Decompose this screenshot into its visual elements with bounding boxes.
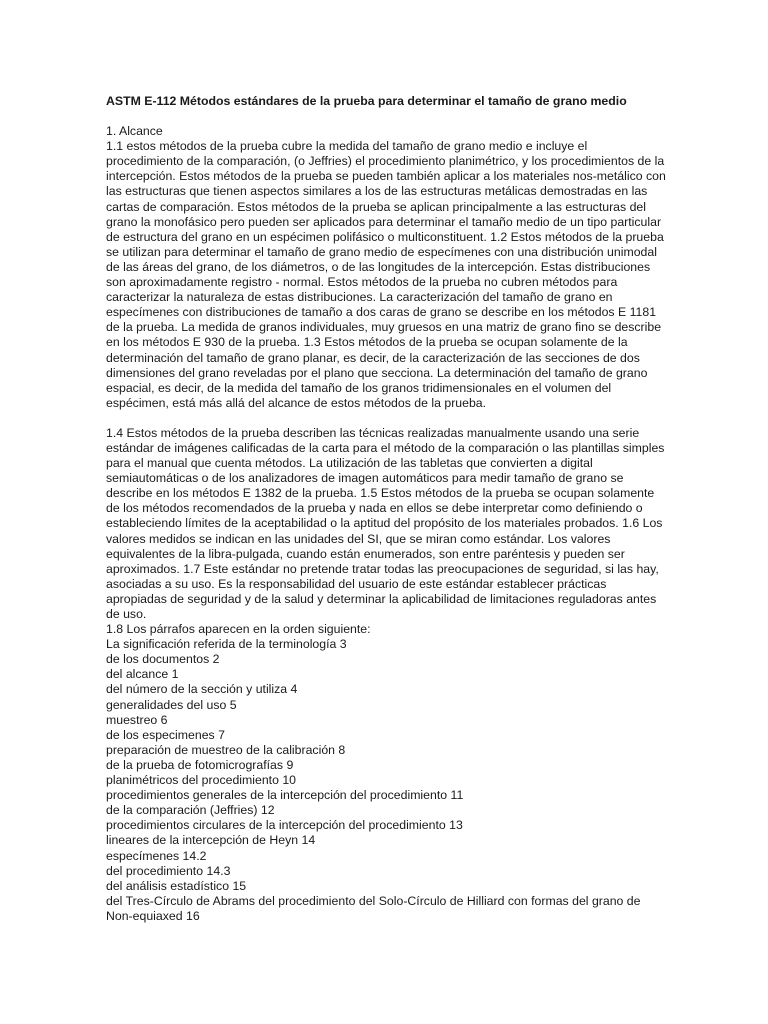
list-item: procedimientos generales de la intercepción del procedimiento 11	[106, 788, 464, 803]
list-item: del procedimiento 14.3	[106, 863, 231, 878]
list-item: del análisis estadístico 15	[106, 878, 247, 893]
list-item: procedimientos circulares de la intercepción del procedimiento 13	[106, 818, 463, 833]
section-order-list	[106, 637, 666, 924]
list-item: del alcance 1	[106, 667, 179, 682]
paragraph-spacer	[106, 411, 666, 426]
list-item: de los documentos 2	[106, 652, 220, 667]
list-item: muestreo 6	[106, 712, 168, 727]
list-item: del Tres-Círculo de Abrams del procedimiento del Solo-Círculo de Hilliard con formas del grano de Non-equiaxed 16	[106, 893, 641, 923]
scope-paragraph-2: 1.4 Estos métodos de la prueba describen las técnicas realizadas manualmente usando una serie estándar de imágenes calificadas de la carta para el método de la comparación o las plantillas simples para el manual que cuenta métodos. La utilización de las tabletas que convierten a digital semiautomáticas o de los analizadores de imagen automáticos para medir tamaño de grano se describe en los métodos E 1382 de la prueba. 1.5 Estos métodos de la prueba se ocupan solamente de los métodos recomendados de la prueba y nada en ellos se debe interpretar como definiendo o estableciendo límites de la aceptabilidad o la aptitud del propósito de los materiales probados. 1.6 Los valores medidos se indican en las unidades del SI, que se miran como estándar. Los valores equivalentes de la libra-pulgada, cuando están enumerados, son entre paréntesis y pueden ser aproximados. 1.7 Este estándar no pretende tratar todas las preocupaciones de seguridad, si las hay, asociadas a su uso. Es la responsabilidad del usuario de este estándar establecer prácticas apropiadas de seguridad y de la salud y determinar la aplicabilidad de limitaciones reguladoras antes de uso.	[106, 425, 665, 621]
list-item: La significación referida de la terminología 3	[106, 637, 347, 652]
list-item: de los especimenes 7	[106, 727, 225, 742]
list-intro: 1.8 Los párrafos aparecen en la orden siguiente:	[106, 622, 371, 637]
list-item: de la comparación (Jeffries) 12	[106, 803, 275, 818]
list-item: del número de la sección y utiliza 4	[106, 682, 298, 697]
list-item: especímenes 14.2	[106, 848, 207, 863]
list-item: generalidades del uso 5	[106, 697, 237, 712]
document-title: ASTM E-112 Métodos estándares de la prueba para determinar el tamaño de grano medio	[106, 94, 627, 108]
section-heading: 1. Alcance	[106, 124, 163, 139]
list-item: lineares de la intercepción de Heyn 14	[106, 833, 316, 848]
list-item: de la prueba de fotomicrografías 9	[106, 757, 294, 772]
list-item: planimétricos del procedimiento 10	[106, 773, 297, 788]
document-page	[106, 94, 666, 924]
list-item: preparación de muestreo de la calibración 8	[106, 742, 346, 757]
scope-paragraph-1: 1.1 estos métodos de la prueba cubre la medida del tamaño de grano medio e incluye el procedimiento de la comparación, (o Jeffries) el procedimiento planimétrico, y los procedimientos de la intercepción. Estos métodos de la prueba se pueden también aplicar a los materiales nos-metálico con las estructuras que tienen aspectos similares a los de las estructuras metálicas demostradas en las cartas de comparación. Estos métodos de la prueba se aplican principalmente a las estructuras del grano la monofásico pero pueden ser aplicados para determinar el tamaño medio de un tipo particular de estructura del grano en un espécimen polifásico o multiconstituent. 1.2 Estos métodos de la prueba se utilizan para determinar el tamaño de grano medio de especímenes con una distribución unimodal de las áreas del grano, de los diámetros, o de las longitudes de la intercepción. Estas distribuciones son aproximadamente registro - normal. Estos métodos de la prueba no cubren métodos para caracterizar la naturaleza de estas distribuciones. La caracterización del tamaño de grano en especímenes con distribuciones de tamaño a dos caras de grano se describe en los métodos E 1181 de la prueba. La medida de granos individuales, muy gruesos en una matriz de grano fino se describe en los métodos E 930 de la prueba. 1.3 Estos métodos de la prueba se ocupan solamente de la determinación del tamaño de grano planar, es decir, de la caracterización de las secciones de dos dimensiones del grano reveladas por el plano que secciona. La determinación del tamaño de grano espacial, es decir, de la medida del tamaño de los granos tridimensionales en el volumen del espécimen, está más allá del alcance de estos métodos de la prueba.	[106, 139, 666, 410]
